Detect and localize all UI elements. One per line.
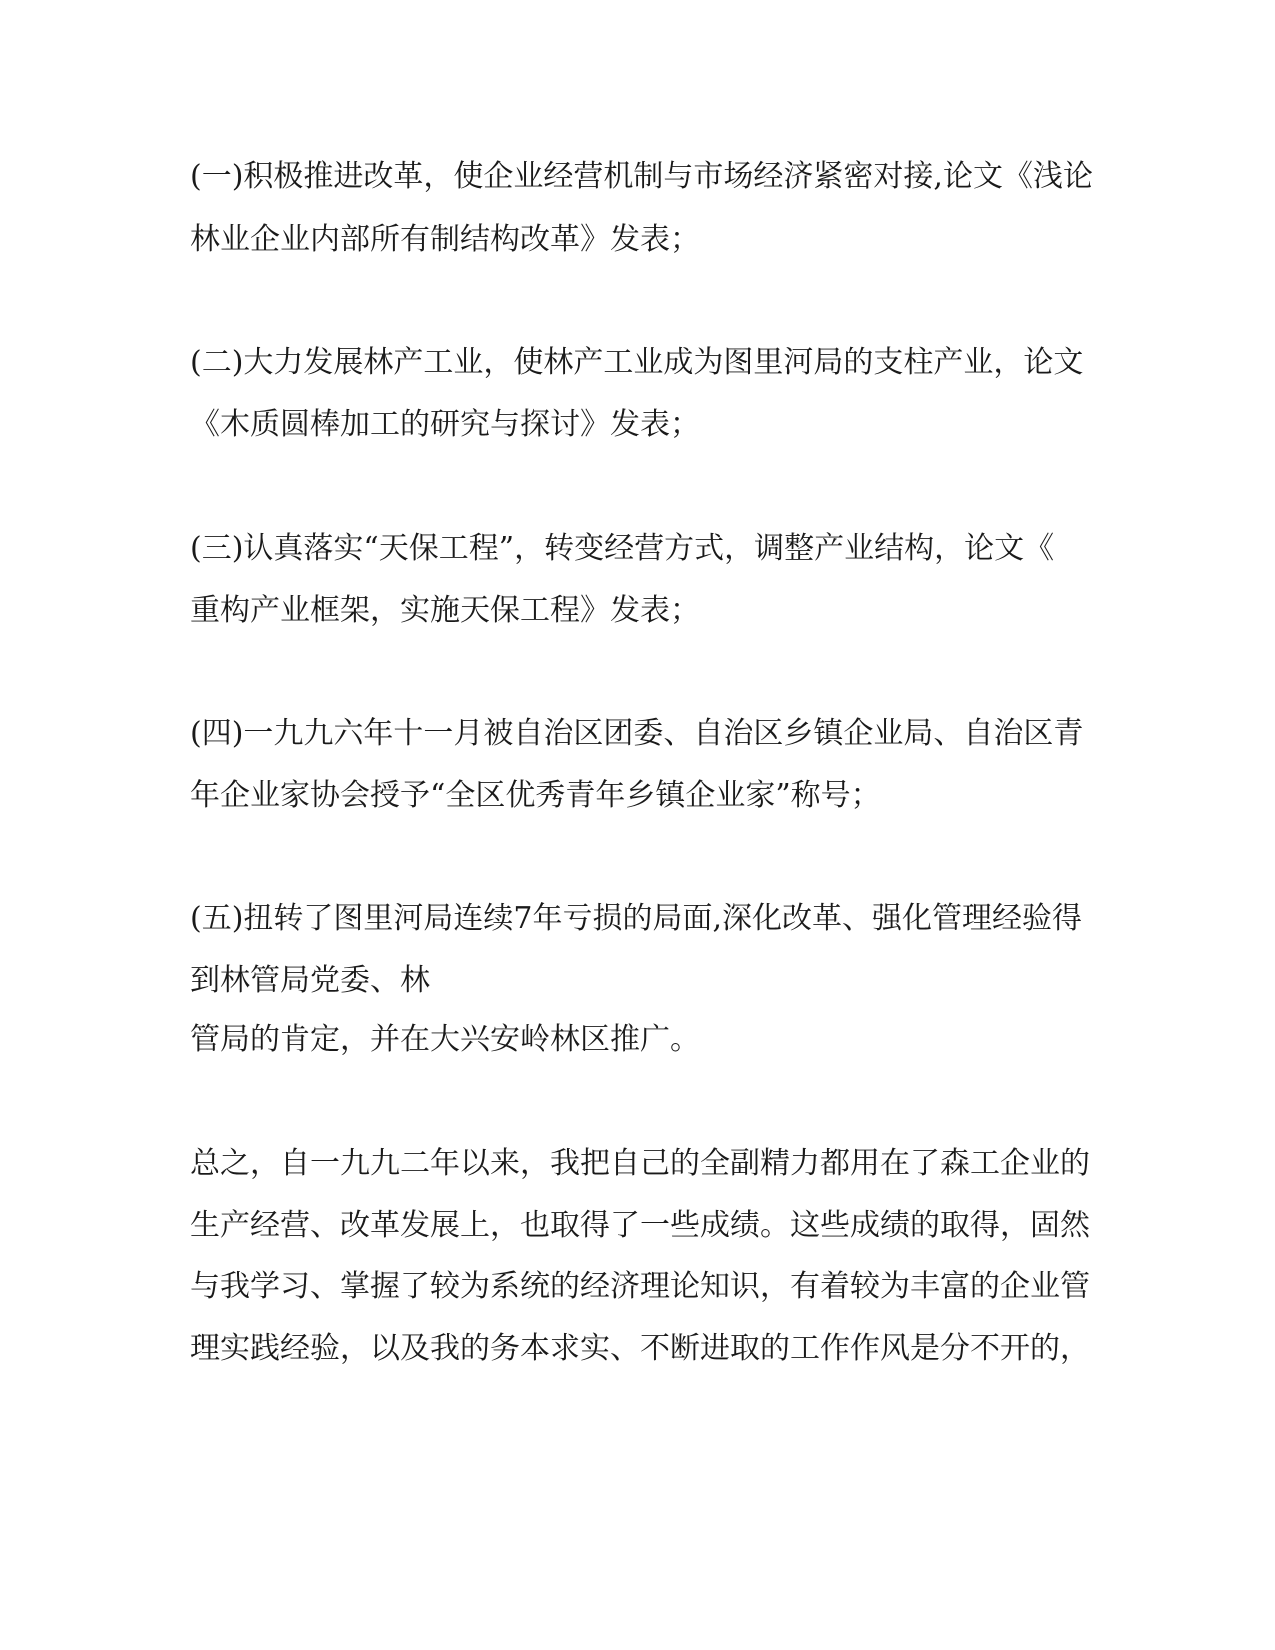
paragraph-6-line-3: 与我学习、掌握了较为系统的经济理论知识，有着较为丰富的企业管	[190, 1269, 1090, 1304]
paragraph-6-line-4: 理实践经验，以及我的务本求实、不断进取的工作作风是分不开的，	[190, 1331, 1090, 1366]
paragraph-3-line-2: 重构产业框架，实施天保工程》发表；	[190, 593, 700, 628]
paragraph-2-line-1: (二)大力发展林产工业，使林产工业成为图里河局的支柱产业，论文	[190, 345, 1084, 380]
paragraph-6-line-1: 总之，自一九九二年以来，我把自己的全副精力都用在了森工企业的	[190, 1146, 1090, 1181]
paragraph-6-line-2: 生产经营、改革发展上，也取得了一些成绩。这些成绩的取得，固然	[190, 1208, 1090, 1243]
paragraph-5-line-2: 到林管局党委、林	[190, 963, 430, 998]
paragraph-5-line-3: 管局的肯定，并在大兴安岭林区推广。	[190, 1022, 700, 1057]
paragraph-4-line-1: (四)一九九六年十一月被自治区团委、自治区乡镇企业局、自治区青	[190, 716, 1084, 751]
paragraph-1-line-2: 林业企业内部所有制结构改革》发表；	[190, 222, 700, 257]
paragraph-3-line-1: (三)认真落实“天保工程”，转变经营方式，调整产业结构，论文《	[190, 531, 1055, 566]
paragraph-4-line-2: 年企业家协会授予“全区优秀青年乡镇企业家”称号；	[190, 778, 881, 813]
paragraph-1-line-1: (一)积极推进改革，使企业经营机制与市场经济紧密对接,论文《浅论	[190, 159, 1093, 194]
paragraph-5-line-1: (五)扭转了图里河局连续7年亏损的局面,深化改革、强化管理经验得	[190, 901, 1083, 936]
paragraph-2-line-2: 《木质圆棒加工的研究与探讨》发表；	[190, 407, 700, 442]
